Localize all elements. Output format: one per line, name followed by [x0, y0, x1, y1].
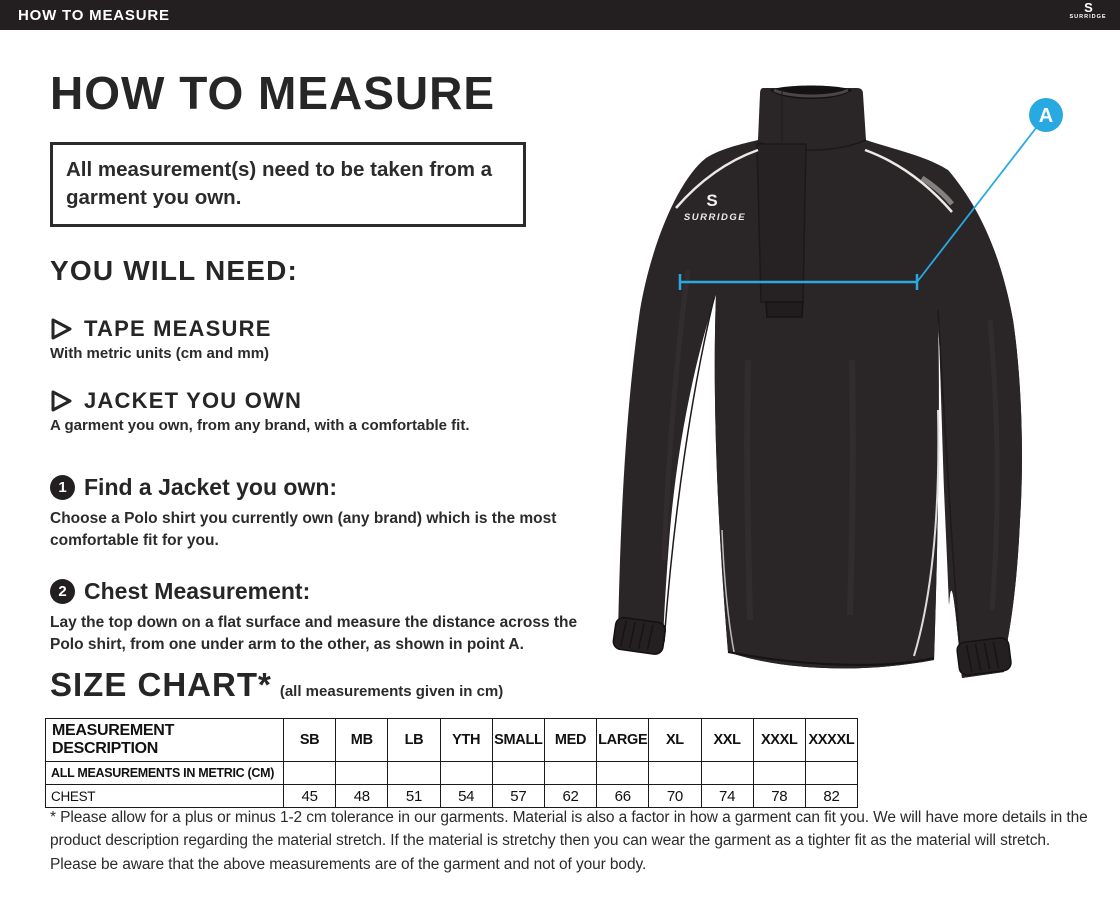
measurement-notice: All measurement(s) need to be taken from a garment you own. — [50, 142, 526, 227]
step-title: Chest Measurement: — [84, 578, 311, 604]
cell-value — [440, 762, 492, 785]
cell-value: 82 — [805, 785, 857, 808]
col-size-mb: MB — [336, 719, 388, 762]
step-2 — [50, 578, 595, 657]
step-description: Choose a Polo shirt you currently own (any brand) which is the most comfortable fit for you. — [50, 510, 557, 550]
row-label: ALL MEASUREMENTS IN METRIC (CM) — [46, 762, 284, 785]
table-header-row — [46, 719, 858, 762]
cell-value: 45 — [284, 785, 336, 808]
cell-value — [388, 762, 440, 785]
size-chart-title: SIZE CHART* — [50, 666, 272, 703]
jacket-measurement-figure — [600, 60, 1120, 700]
jacket-illustration — [612, 86, 1022, 679]
col-size-sb: SB — [284, 719, 336, 762]
need-item-label: TAPE MEASURE — [84, 316, 272, 341]
cell-value — [544, 762, 596, 785]
size-chart-heading — [50, 666, 503, 704]
step-number-badge: 1 — [50, 475, 75, 500]
surridge-logo-text: SURRIDGE — [1069, 14, 1107, 20]
need-item-description: A garment you own, from any brand, with a comfortable fit. — [50, 417, 470, 434]
col-size-xxxl: XXXL — [753, 719, 805, 762]
cell-value: 54 — [440, 785, 492, 808]
cell-value: 78 — [753, 785, 805, 808]
point-a-label: A — [1038, 105, 1054, 127]
surridge-logo — [1064, 1, 1112, 21]
step-title: Find a Jacket you own: — [84, 474, 338, 500]
col-size-large: LARGE — [597, 719, 649, 762]
col-measurement-description: MEASUREMENT DESCRIPTION — [46, 719, 284, 762]
left-cuff — [612, 617, 666, 656]
need-item-description: With metric units (cm and mm) — [50, 345, 270, 362]
cell-value — [284, 762, 336, 785]
table-row — [46, 785, 858, 808]
cell-value: 48 — [336, 785, 388, 808]
svg-text:S: S — [706, 191, 718, 210]
surridge-s-icon: S — [1084, 0, 1092, 15]
cell-value: 66 — [597, 785, 649, 808]
cell-value: 70 — [649, 785, 701, 808]
you-will-need-heading: YOU WILL NEED: — [50, 255, 299, 286]
cell-value: 51 — [388, 785, 440, 808]
cell-value: 74 — [701, 785, 753, 808]
need-item-jacket — [50, 388, 469, 434]
col-size-xxxxl: XXXXL — [805, 719, 857, 762]
cell-value — [753, 762, 805, 785]
step-description: Lay the top down on a flat surface and measure the distance across the Polo shirt, from one under arm to the other, as shown in point A. — [50, 614, 578, 654]
step-number-badge: 2 — [50, 579, 75, 604]
col-size-yth: YTH — [440, 719, 492, 762]
row-label: CHEST — [46, 785, 284, 808]
cell-value: 57 — [492, 785, 544, 808]
tolerance-footnote: * Please allow for a plus or minus 1-2 cm tolerance in our garments. Material is also a factor in how a garment can fit you. We will have more details in the product description regarding the material stretch. If the material is stretchy then you can wear the garment as a tighter fit as the material will stretch. Please be aware that the above measurements are of the garment and not of your body. — [50, 809, 1088, 873]
need-item-label: JACKET YOU OWN — [84, 388, 303, 413]
top-bar — [0, 0, 1120, 30]
col-size-lb: LB — [388, 719, 440, 762]
svg-text:SURRIDGE: SURRIDGE — [683, 212, 747, 223]
col-size-xl: XL — [649, 719, 701, 762]
triangle-bullet-icon — [50, 389, 74, 413]
cell-value — [597, 762, 649, 785]
size-chart-table — [45, 718, 858, 808]
cell-value — [336, 762, 388, 785]
top-bar-title: HOW TO MEASURE — [18, 6, 170, 24]
col-size-med: MED — [544, 719, 596, 762]
need-item-tape-measure — [50, 316, 272, 362]
cell-value — [805, 762, 857, 785]
page-title: HOW TO MEASURE — [50, 67, 496, 119]
step-1 — [50, 474, 595, 553]
cell-value — [701, 762, 753, 785]
cell-value: 62 — [544, 785, 596, 808]
cell-value — [492, 762, 544, 785]
right-cuff — [956, 637, 1012, 676]
cell-value — [649, 762, 701, 785]
col-size-xxl: XXL — [701, 719, 753, 762]
size-chart-subtitle: (all measurements given in cm) — [279, 683, 504, 700]
col-size-small: SMALL — [492, 719, 544, 762]
table-row — [46, 762, 858, 785]
triangle-bullet-icon — [50, 317, 74, 341]
